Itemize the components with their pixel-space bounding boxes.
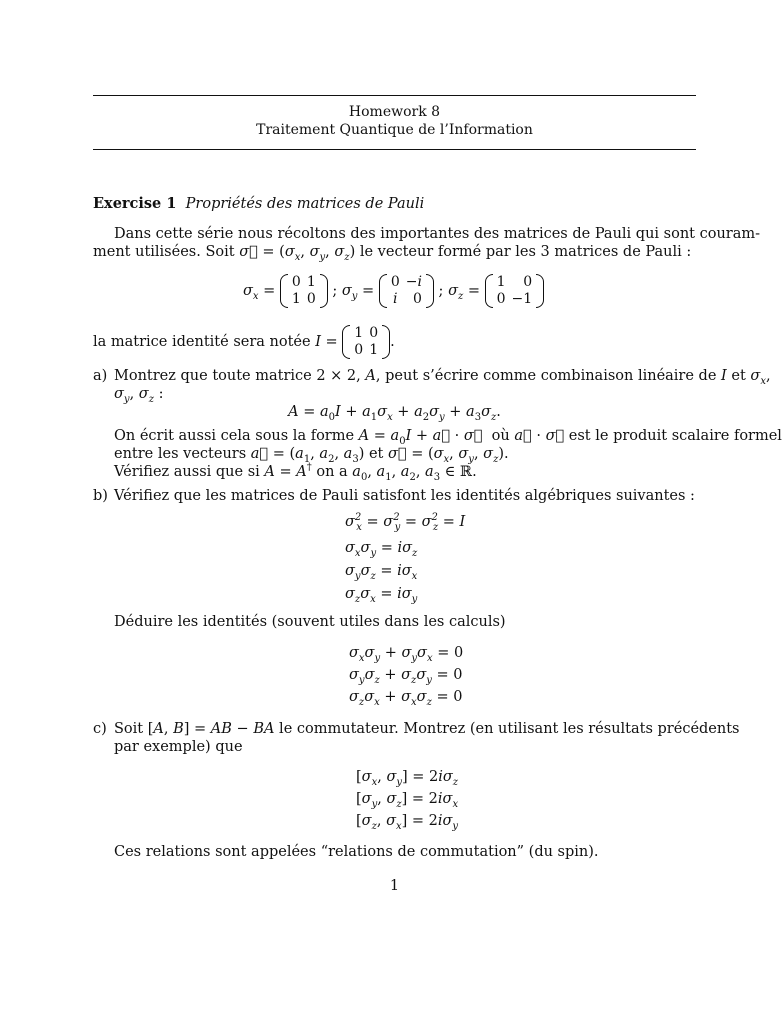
part-c-line-2: par exemple) que	[114, 739, 243, 755]
identity-eq-3: $\sigma_y\sigma_z = i\sigma_x$	[345, 563, 418, 582]
identity-eq-2: $\sigma_x\sigma_y = i\sigma_z$	[345, 540, 418, 559]
part-c-line-1: Soit [A, B] = AB − BA le commutateur. Montrez (en utilisant les résultats précédents	[114, 721, 740, 737]
anticommutator-eq-2: $\sigma_y\sigma_z + \sigma_z\sigma_y = 0$	[349, 667, 463, 686]
part-c-closing: Ces relations sont appelées “relations de commutation” (du spin).	[114, 844, 599, 860]
exercise-title: Propriétés des matrices de Pauli	[185, 196, 425, 212]
header-title: Homework 8	[348, 104, 441, 120]
page-number: 1	[389, 878, 400, 894]
part-a-line-3: On écrit aussi cela sous la forme $A = a_0I$ + a⃗ · σ⃗ où a⃗ · σ⃗ est le produit scalaire formel	[114, 428, 782, 447]
identity-matrix-line: la matrice identité sera notée I = 1 0 0 1 .	[93, 325, 395, 358]
part-a-line-2: $\sigma_y$, $\sigma_z$ :	[114, 386, 164, 405]
document-page	[93, 0, 782, 1024]
part-a-line-5: Vérifiez aussi que si A = A† on a $a_0$, $a_1$, $a_2$, $a_3$ ∈ ℝ.	[114, 462, 477, 483]
part-b-line-1: Vérifiez que les matrices de Pauli satisfont les identités algébriques suivantes :	[114, 488, 695, 504]
commutator-eq-2: [$\sigma_y$, $\sigma_z] = 2i\sigma_x$	[356, 791, 459, 810]
header-bottom-rule	[93, 149, 696, 150]
commutator-eq-1: [$\sigma_x$, $\sigma_y] = 2i\sigma_z$	[356, 769, 459, 788]
part-a-line-1: Montrez que toute matrice 2 × 2, A, peut s’écrire comme combinaison linéaire de I et $\sigma_x$,	[114, 368, 771, 387]
anticommutator-eq-3: $\sigma_z\sigma_x + \sigma_x\sigma_z = 0$	[349, 689, 463, 708]
exercise-heading	[93, 195, 424, 212]
header-subtitle: Traitement Quantique de l’Information	[256, 122, 533, 138]
part-c-marker: c)	[93, 721, 107, 737]
part-a-marker: a)	[93, 368, 108, 384]
header-top-rule	[93, 95, 696, 96]
part-b-deduce: Déduire les identités (souvent utiles dans les calculs)	[114, 614, 506, 630]
anticommutator-eq-1: $\sigma_x\sigma_y + \sigma_y\sigma_x = 0$	[349, 645, 464, 664]
part-a-line-4: entre les vecteurs a⃗ = ($a_1$, $a_2$, $a_3$) et σ⃗ = ($\sigma_x$, $\sigma_y$, $\sigma_z$).	[114, 446, 509, 465]
identity-eq-4: $\sigma_z\sigma_x = i\sigma_y$	[345, 586, 418, 605]
part-b-marker: b)	[93, 488, 108, 504]
intro-line-2: ment utilisées. Soit σ⃗ = ($\sigma_x$, $\sigma_y$, $\sigma_z$) le vecteur formé par les 3 matrices de Pauli :	[93, 244, 692, 263]
commutator-eq-3: [$\sigma_z$, $\sigma_x] = 2i\sigma_y$	[356, 813, 459, 832]
exercise-label: Exercise 1	[93, 195, 177, 212]
part-a-equation: $A = a_0I + a_1\sigma_x + a_2\sigma_y + a_3\sigma_z$.	[288, 404, 501, 423]
intro-line-1: Dans cette série nous récoltons des importantes des matrices de Pauli qui sont couram-	[114, 226, 761, 242]
pauli-matrices-equation: $\sigma_x$ = 0 1 1 0 ; $\sigma_y$ = 0 −i i 0 ; $\sigma_z$ = 1 0 0 −1	[243, 274, 544, 308]
identity-eq-1: $\sigma^2_x = \sigma^2_y = \sigma^2_z = I$	[345, 512, 466, 533]
